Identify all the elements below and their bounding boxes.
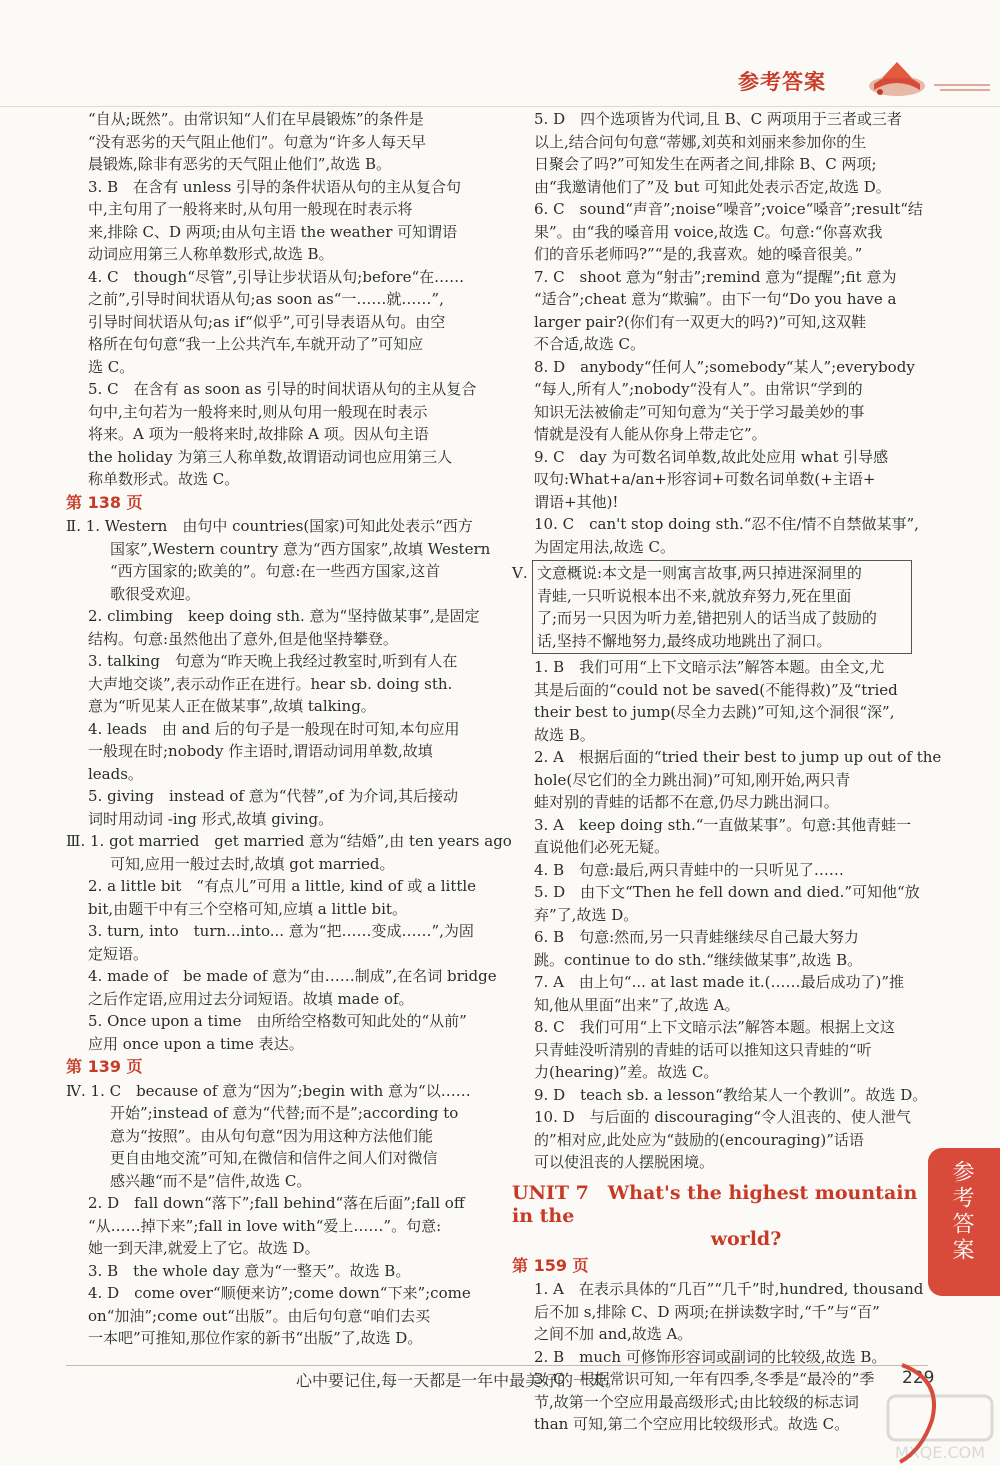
- answer-line: 2. a little bit “有点儿”可用 a little, kind of 或 a little: [88, 877, 477, 895]
- answer-explanation: [66, 1080, 484, 1193]
- answer-explanation: [66, 1282, 484, 1350]
- summary-line: 青蛙,一只听说根本出不来,就放弃努力,死在里面: [537, 586, 852, 605]
- answer-line: “从……掉下来”;fall in love with“爱上……”。句意:: [88, 1216, 442, 1235]
- answer-line: “自从;既然”。由常识知“人们在早晨锻炼”的条件是: [88, 110, 424, 128]
- page-reference-heading: 第 159 页: [512, 1255, 589, 1275]
- answer-line: 9. C day 为可数名词单数,故此处应用 what 引导感: [534, 447, 889, 466]
- answer-line: 可以使沮丧的人摆脱困境。: [534, 1153, 715, 1171]
- decorative-dots-icon: [934, 82, 994, 94]
- answer-line: 歌很受欢迎。: [110, 584, 201, 603]
- answer-line: 之前”,引导时间状语从句;as soon as“一……就……”,: [88, 290, 444, 308]
- unit-title-line: world?: [710, 1227, 782, 1250]
- answer-explanation: [66, 785, 484, 830]
- footer-divider: [66, 1365, 928, 1366]
- answer-explanation: [512, 266, 920, 356]
- answer-line: 4. leads 由 and 后的句子是一般现在时可知,本句应用: [88, 719, 460, 738]
- answer-line: leads。: [88, 764, 143, 783]
- answer-line: bit,由题干中有三个空格可知,应填 a little bit。: [88, 899, 407, 918]
- answer-line: 6. C sound“声音”;noise“噪音”;voice“嗓音”;result“结: [534, 200, 923, 218]
- answer-line: 知识无法被偷走”可知句意为“关于学习最美妙的事: [534, 402, 865, 421]
- answer-explanation: [512, 108, 920, 198]
- answer-line: 意为“听见某人正在做某事”,故填 talking。: [88, 697, 376, 715]
- answer-line: 情就是没有人能从你身上带走它”。: [534, 425, 767, 443]
- answer-line: larger pair?(你们有一双更大的吗?)”可知,这双鞋: [534, 312, 867, 331]
- answer-line: 5. D 四个选项皆为代词,且 B、C 两项用于三者或三者: [534, 110, 902, 128]
- answer-line: 的”相对应,此处应为“鼓励的(encouraging)”话语: [534, 1130, 864, 1149]
- answer-line: 7. C shoot 意为“射击”;remind 意为“提醒”;fit 意为: [534, 267, 897, 286]
- unit-title-line: UNIT 7 What's the highest mountain in the: [512, 1181, 918, 1227]
- answer-line: 引导时间状语从句;as if“似乎”,可引导表语从句。由空: [88, 312, 446, 331]
- answer-line: 之间不加 and,故选 A。: [534, 1325, 693, 1343]
- answer-explanation: [512, 1084, 928, 1107]
- answer-line: 5. Once upon a time 由所给空格数可知此处的“从前”: [88, 1012, 467, 1030]
- svg-text:MXQE.COM: MXQE.COM: [894, 1443, 986, 1462]
- answer-line: 4. C though“尽管”,引导让步状语从句;before“在……: [88, 267, 465, 286]
- answer-line: on“加油”;come out“出版”。由后句句意“咱们去买: [88, 1306, 431, 1325]
- answer-line: their best to jump(尽全力去跳)”可知,这个洞很“深”,: [534, 703, 895, 721]
- answer-line: 8. D anybody“任何人”;somebody“某人”;everybody: [534, 357, 915, 376]
- answer-line: 2. B much 可修饰形容词或副词的比较级,故选 B。: [534, 1347, 887, 1366]
- page-header: [0, 0, 1000, 110]
- answer-line: 4. B 句意:最后,两只青蛙中的一只听见了……: [534, 860, 844, 879]
- section-number: Ⅴ.: [512, 564, 528, 582]
- answer-explanation: [512, 814, 920, 859]
- answer-line: 弃”了,故选 D。: [534, 905, 639, 924]
- left-column: [66, 108, 512, 1350]
- answer-section-tab[interactable]: [928, 1148, 1000, 1296]
- answer-explanation: [66, 920, 484, 965]
- answer-explanation: [512, 971, 920, 1016]
- answer-line: 6. B 句意:然而,另一只青蛙继续尽自己最大努力: [534, 928, 859, 946]
- answer-explanation: [512, 1106, 920, 1174]
- answer-line: 来,排除 C、D 两项;由从句主语 the weather 可知谓语: [88, 222, 458, 241]
- answer-line: “适合”;cheat 意为“欺骗”。由下一句“Do you have a: [534, 290, 897, 308]
- answer-line: 蛙对别的青蛙的话都不在意,仍尽力跳出洞口。: [534, 793, 839, 811]
- answer-line: 一般现在时;nobody 作主语时,谓语动词用单数,故填: [88, 742, 433, 760]
- answer-line: 应用 once upon a time 表达。: [88, 1034, 304, 1053]
- answer-line: 叹句:What+a/an+形容词+可数名词单数(+主语+: [534, 470, 876, 488]
- answer-line: 5. D 由下文“Then he fell down and died.”可知他“放: [534, 883, 920, 901]
- answer-line: 称单数形式。故选 C。: [88, 470, 240, 488]
- page-number: 229: [902, 1368, 935, 1388]
- answer-line: 晨锻炼,除非有恶劣的天气阻止他们”,故选 B。: [88, 155, 391, 173]
- answer-line: 意为“按照”。由从句句意“因为用这种方法他们能: [110, 1126, 434, 1145]
- page-reference-heading: 第 139 页: [66, 1057, 143, 1076]
- answer-line: 以上,结合问句句意“蒂娜,刘英和刘丽来参加你的生: [534, 132, 867, 151]
- answer-line: 3. A keep doing sth.“一直做某事”。句意:其他青蛙一: [534, 815, 912, 834]
- header-divider: [0, 106, 1000, 107]
- footer-motto: 心中要记住,每一天都是一年中最美好的一天。: [296, 1371, 622, 1390]
- answer-line: 4. D come over“顺便来访”;come down“下来”;come: [88, 1284, 471, 1302]
- answer-line: 4. made of be made of 意为“由……制成”,在名词 bridge: [88, 967, 497, 985]
- answer-line: Ⅲ. 1. got married get married 意为“结婚”,由 ten years ago: [66, 832, 512, 850]
- answer-line: 果”。由“我的嗓音用 voice,故选 C。句意:“你喜欢我: [534, 222, 883, 241]
- answer-explanation: [512, 1278, 924, 1346]
- answer-line: 中,主句用了一般将来时,从句用一般现在时表示将: [88, 200, 413, 218]
- answer-line: 国家”,Western country 意为“西方国家”,故填 Western: [110, 539, 491, 558]
- summary-line: 话,坚持不懈地努力,最终成功地跳出了洞口。: [537, 631, 832, 650]
- answer-line: 3. C 根据常识可知,一年有四季,冬季是“最冷的”季: [534, 1370, 875, 1388]
- answer-line: 2. climbing keep doing sth. 意为“坚持做某事”,是固定: [88, 607, 480, 625]
- answer-line: 谓语+其他)!: [534, 492, 619, 511]
- answer-line: 10. C can't stop doing sth.“忍不住/情不自禁做某事”,: [534, 515, 919, 533]
- answer-explanation: [512, 881, 920, 926]
- answer-line: 力(hearing)”差。故选 C。: [534, 1063, 719, 1081]
- answer-line: 将来。A 项为一般将来时,故排除 A 项。因从句主语: [88, 425, 429, 443]
- book-logo-icon: [862, 56, 932, 100]
- header-title: 参考答案: [738, 70, 826, 94]
- answer-line: 3. B the whole day 意为“一整天”。故选 B。: [88, 1261, 411, 1280]
- answer-line: Ⅱ. 1. Western 由句中 countries(国家)可知此处表示“西方: [66, 517, 473, 535]
- answer-line: 3. turn, into turn...into... 意为“把……变成……”,为固: [88, 922, 474, 940]
- answer-line: 2. A 根据后面的“tried their best to jump up out of the: [534, 748, 942, 766]
- answer-line: 只青蛙没听清别的青蛙的话可以推知这只青蛙的“听: [534, 1040, 872, 1059]
- answer-line: 句中,主句若为一般将来时,则从句用一般现在时表示: [88, 402, 428, 421]
- answer-line: 结构。句意:虽然他出了意外,但是他坚持攀登。: [88, 629, 398, 648]
- answer-line: 知,他从里面“出来”了,故选 A。: [534, 995, 740, 1014]
- side-tab-label: 参考答案: [949, 1160, 974, 1264]
- answer-explanation: [512, 1016, 920, 1084]
- summary-line: 文意概说:本文是一则寓言故事,两只掉进深洞里的: [537, 564, 862, 582]
- answer-explanation: [66, 108, 484, 176]
- answer-explanation: [66, 378, 484, 491]
- answer-line: 之后作定语,应用过去分词短语。故填 made of。: [88, 989, 414, 1008]
- unit-title: [512, 1182, 920, 1251]
- answer-explanation: [66, 515, 491, 605]
- answer-line: 2. D fall down“落下”;fall behind“落在后面”;fall off: [88, 1194, 465, 1212]
- answer-explanation: [512, 926, 920, 971]
- answer-explanation: [66, 1260, 484, 1283]
- answer-line: 7. A 由上句“... at last made it.(……最后成功了)”推: [534, 973, 905, 991]
- answer-explanation: [512, 198, 923, 266]
- answer-line: 开始”;instead of 意为“代替;而不是”;according to: [110, 1104, 459, 1122]
- answer-line: 更自由地交流”可知,在微信和信件之间人们对微信: [110, 1149, 438, 1167]
- answer-line: “每人,所有人”;nobody“没有人”。由常识“学到的: [534, 380, 863, 398]
- answer-line: 格所在句句意“我一上公共汽车,车就开动了”可知应: [88, 335, 424, 353]
- answer-line: 由“我邀请他们了”及 but 可知此处表示否定,故选 D。: [534, 177, 891, 196]
- passage-summary-box: [532, 560, 912, 654]
- answer-line: 们的音乐老师吗?”“是的,我喜欢。她的嗓音很美。”: [534, 245, 863, 263]
- answer-line: 10. D 与后面的 discouraging“令人沮丧的、使人泄气: [534, 1108, 912, 1126]
- answer-explanation: [66, 1192, 484, 1260]
- answer-line: 8. C 我们可用“上下文暗示法”解答本题。根据上文这: [534, 1018, 895, 1036]
- answer-line: 动词应用第三人称单数形式,故选 B。: [88, 245, 334, 263]
- answer-line: 可知,应用一般过去时,故填 got married。: [110, 854, 395, 873]
- page-reference-heading: 第 138 页: [66, 492, 143, 512]
- answer-line: 定短语。: [88, 944, 149, 963]
- answer-line: 故选 B。: [534, 725, 595, 744]
- answer-explanation: [512, 746, 942, 814]
- answer-line: 不合适,故选 C。: [534, 335, 646, 353]
- answer-line: 一本吧”可推知,那位作家的新书“出版”了,故选 D。: [88, 1329, 423, 1347]
- answer-line: 5. giving instead of 意为“代替”,of 为介词,其后接动: [88, 787, 458, 805]
- answer-explanation: [66, 875, 484, 920]
- answer-line: 其是后面的“could not be saved(不能得救)”及“tried: [534, 680, 898, 699]
- answer-explanation: [66, 650, 484, 718]
- answer-line: 后不加 s,排除 C、D 两项;在拼读数字时,“千”与“百”: [534, 1302, 880, 1321]
- answer-line: than 可知,第二个空应用比较级形式。故选 C。: [534, 1415, 850, 1433]
- answer-line: 3. B 在含有 unless 引导的条件状语从句的主从复合句: [88, 177, 462, 196]
- answer-explanation: [66, 605, 484, 650]
- answer-line: 她一到天津,就爱上了它。故选 D。: [88, 1239, 320, 1257]
- answer-line: “没有恶劣的天气阻止他们”。句意为“许多人每天早: [88, 132, 427, 151]
- answer-line: 大声地交谈”,表示动作正在进行。hear sb. doing sth.: [88, 674, 453, 693]
- answer-line: 日聚会了吗?”可知发生在两者之间,排除 B、C 两项;: [534, 155, 877, 173]
- answer-line: hole(尽它们的全力跳出洞)”可知,刚开始,两只青: [534, 770, 851, 789]
- answer-explanation: [66, 266, 484, 379]
- answer-line: the holiday 为第三人称单数,故谓语动词也应用第三人: [88, 447, 453, 466]
- answer-explanation: [512, 356, 920, 446]
- passage-summary-section: [512, 560, 920, 654]
- answer-line: Ⅳ. 1. C because of 意为“因为”;begin with 意为“以……: [66, 1081, 471, 1100]
- answer-explanation: [66, 176, 484, 266]
- answer-line: 感兴趣“而不是”信件,故选 C。: [110, 1171, 312, 1190]
- answer-line: 为固定用法,故选 C。: [534, 537, 676, 556]
- watermark-logo: [880, 1390, 1000, 1465]
- answer-line: 词时用动词 -ing 形式,故填 giving。: [88, 809, 334, 828]
- answer-explanation: [512, 446, 920, 514]
- answer-line: 5. C 在含有 as soon as 引导的时间状语从句的主从复合: [88, 380, 477, 398]
- answer-explanation: [66, 718, 484, 786]
- summary-line: 了;而另一只因为听力差,错把别人的话当成了鼓励的: [537, 609, 877, 627]
- answer-line: 直说他们必死无疑。: [534, 838, 670, 856]
- answer-line: 1. A 在表示具体的“几百”“几千”时,hundred, thousand: [534, 1280, 924, 1298]
- right-column: [512, 108, 942, 1436]
- answer-line: 选 C。: [88, 357, 135, 376]
- answer-line: 节,故第一个空应用最高级形式;由比较级的标志词: [534, 1392, 859, 1411]
- answer-explanation: [512, 513, 920, 558]
- answer-line: 3. talking 句意为“昨天晚上我经过教室时,听到有人在: [88, 652, 458, 670]
- answer-explanation: [66, 965, 497, 1010]
- answer-explanation: [512, 859, 920, 882]
- answer-explanation: [66, 1010, 484, 1055]
- answer-line: “西方国家的;欧美的”。句意:在一些西方国家,这首: [110, 562, 441, 580]
- answer-explanation: [66, 830, 512, 875]
- answer-explanation: [512, 656, 920, 746]
- answer-line: 9. D teach sb. a lesson“教给某人一个教训”。故选 D。: [534, 1085, 928, 1104]
- answer-line: 1. B 我们可用“上下文暗示法”解答本题。由全文,尤: [534, 658, 885, 676]
- answer-line: 跳。continue to do sth.“继续做某事”,故选 B。: [534, 950, 863, 969]
